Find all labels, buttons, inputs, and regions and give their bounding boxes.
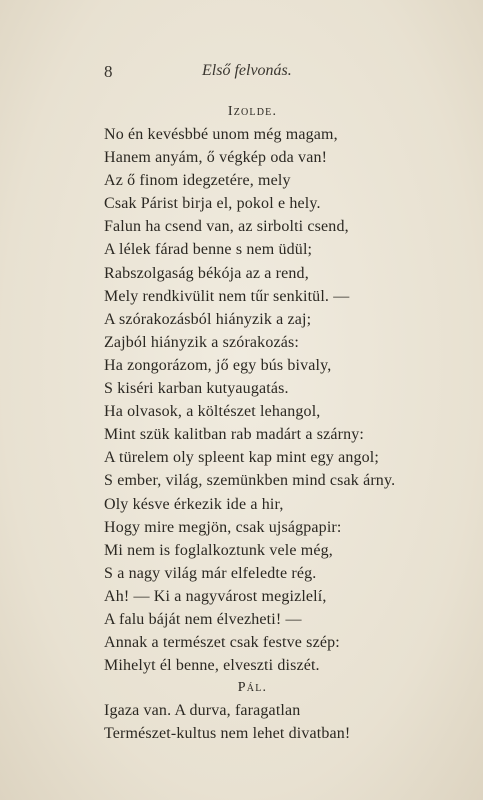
page-header [104, 62, 374, 84]
verse-line: A lélek fárad benne s nem üdül; [104, 241, 313, 259]
verse-line: Mint szük kalitban rab madárt a szárny: [104, 426, 364, 444]
verse-line: A falu báját nem élvezheti! — [104, 610, 302, 628]
verse-line: A türelem oly spleent kap mint egy angol; [104, 449, 379, 467]
drama-text [0, 101, 483, 745]
verse-line: Zajból hiányzik a szórakozás: [104, 333, 299, 351]
verse-line: Ha zongorázom, jő egy bús bivaly, [104, 356, 332, 374]
page-number: 8 [104, 62, 113, 81]
verse-line: A szórakozásból hiányzik a zaj; [104, 310, 312, 328]
verse-line: Ah! — Ki a nagyvárost megizlelí, [104, 587, 327, 605]
verse-line: Ha olvasok, a költészet lehangol, [104, 403, 321, 421]
verse-line: Rabszolgaság békója az a rend, [104, 264, 309, 282]
speaker-name-pal: Pál. [237, 680, 268, 696]
verse-line: Falun ha csend van, az sirbolti csend, [104, 218, 349, 236]
verse-line: Mely rendkivülit nem tűr senkitül. — [104, 287, 350, 305]
verse-line: Hogy mire megjön, csak ujságpapir: [104, 518, 342, 536]
verse-line: Természet-kultus nem lehet divatban! [104, 725, 351, 743]
verse-line: S a nagy világ már elfeledte rég. [104, 564, 317, 582]
verse-line: Annak a természet csak festve szép: [104, 634, 340, 652]
running-title: Első felvonás. [202, 62, 292, 79]
verse-line: S kiséri karban kutyaugatás. [104, 380, 289, 398]
verse-line: No én kevésbbé unom még magam, [104, 126, 338, 143]
verse-line: Hanem anyám, ő végkép oda van! [104, 149, 328, 167]
verse-line: Mihelyt él benne, elveszti diszét. [104, 657, 320, 675]
verse-line: Igaza van. A durva, faragatlan [104, 702, 301, 720]
verse-line: Az ő finom idegzetére, mely [104, 172, 291, 190]
verse-line: Mi nem is foglalkoztunk vele még, [104, 541, 333, 559]
verse-line: Oly késve érkezik ide a hir, [104, 495, 284, 513]
verse-line: Csak Párist birja el, pokol e hely. [104, 195, 321, 213]
speaker-name-izolde: Izolde. [227, 104, 278, 119]
verse-line: S ember, világ, szemünkben mind csak árny. [104, 472, 396, 490]
